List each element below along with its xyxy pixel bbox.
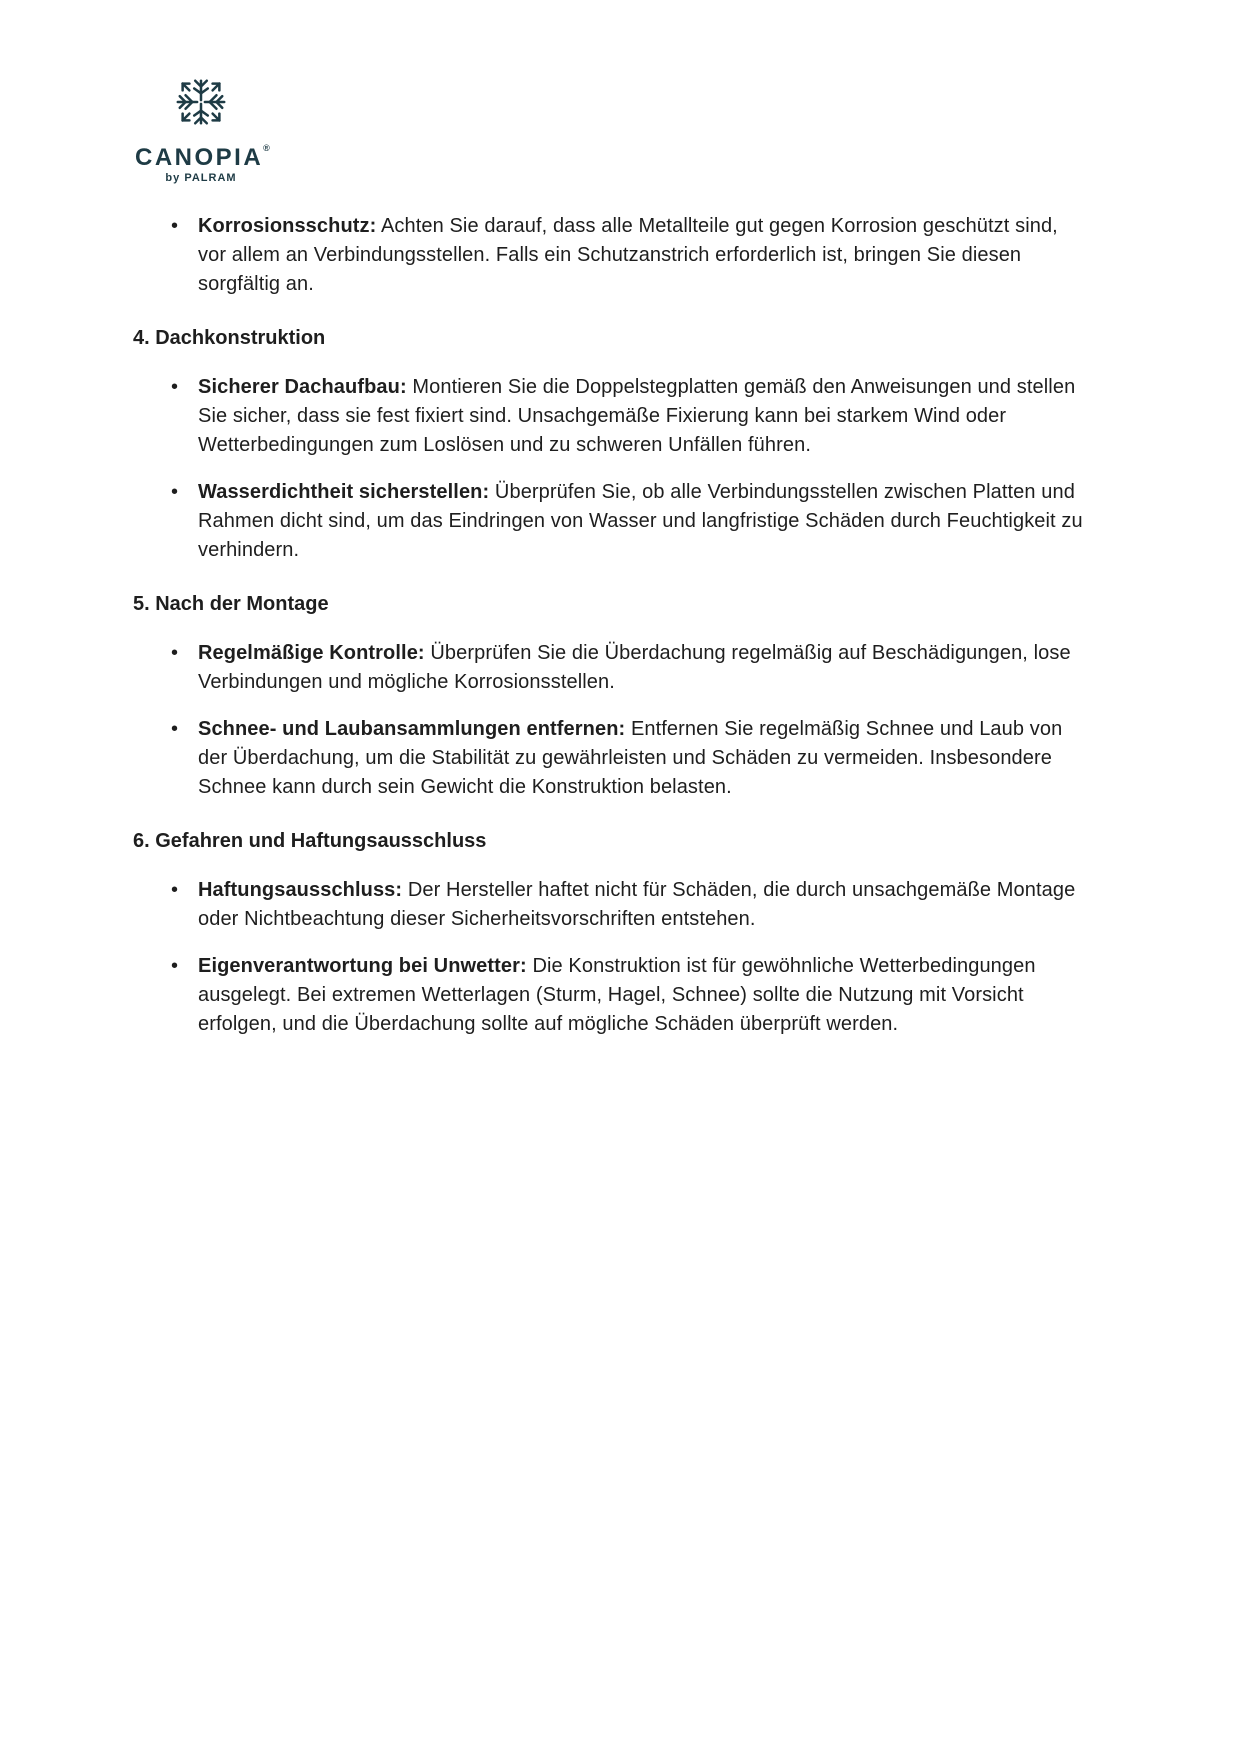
bullet-body: Die Konstruktion ist für gewöhnliche Wetterbedingungen ausgelegt. Bei extremen Wetterlagen (Sturm, Hagel, Schnee) sollte die Nutzung mit Vorsicht erfolgen, und die Überdachung sollte auf mögliche Schäden überprüft werden. — [198, 955, 1036, 1035]
bullet-text — [198, 876, 1085, 934]
brand-wordmark — [135, 135, 270, 171]
section-6-bullet-list — [133, 876, 1085, 1039]
bullet-text — [198, 952, 1085, 1039]
bullet-item-haftungsausschluss — [133, 876, 1085, 934]
bullet-label: Schnee- und Laubansammlungen entfernen: — [198, 718, 626, 740]
bullet-item-sicherer-dachaufbau — [133, 373, 1085, 460]
bullet-item-regelmaessige-kontrolle — [133, 639, 1085, 697]
bullet-label: Eigenverantwortung bei Unwetter: — [198, 955, 527, 977]
document-content — [133, 212, 1085, 1039]
section-4-bullet-list — [133, 373, 1085, 565]
bullet-text — [198, 373, 1085, 460]
bullet-body: Der Hersteller haftet nicht für Schäden, die durch unsachgemäße Montage oder Nichtbeachtung dieser Sicherheitsvorschriften entstehen. — [198, 879, 1076, 930]
intro-bullet-list — [133, 212, 1085, 299]
bullet-body: Montieren Sie die Doppelstegplatten gemäß den Anweisungen und stellen Sie sicher, dass sie fest fixiert sind. Unsachgemäße Fixierung kann bei starkem Wind oder Wetterbedingungen zum Loslösen und zu schweren Unfällen führen. — [198, 376, 1076, 456]
bullet-body: Entfernen Sie regelmäßig Schnee und Laub von der Überdachung, um die Stabilität zu gewährleisten und Schäden zu vermeiden. Insbesondere Schnee kann durch sein Gewicht die Konstruktion belasten. — [198, 718, 1063, 798]
bullet-text — [198, 478, 1085, 565]
bullet-label: Wasserdichtheit sicherstellen: — [198, 481, 490, 503]
bullet-body: Überprüfen Sie, ob alle Verbindungsstellen zwischen Platten und Rahmen dicht sind, um das Eindringen von Wasser und langfristige Schäden durch Feuchtigkeit zu verhindern. — [198, 481, 1083, 561]
canopia-tree-emblem-icon — [172, 73, 230, 131]
bullet-item-schnee-laub — [133, 715, 1085, 802]
brand-logo — [135, 0, 270, 184]
bullet-text — [198, 639, 1085, 697]
bullet-item-wasserdichtheit — [133, 478, 1085, 565]
section-title-gefahren-haftung: 6. Gefahren und Haftungsausschluss — [133, 830, 487, 852]
bullet-body: Achten Sie darauf, dass alle Metallteile gut gegen Korrosion geschützt sind, vor allem an Verbindungsstellen. Falls ein Schutzanstrich erforderlich ist, bringen Sie diesen sorgfältig an. — [198, 215, 1058, 295]
bullet-label: Korrosionsschutz: — [198, 215, 377, 237]
registered-mark: ® — [263, 143, 270, 153]
section-title-nach-der-montage: 5. Nach der Montage — [133, 593, 329, 615]
brand-name: CANOPIA — [135, 144, 264, 171]
bullet-label: Haftungsausschluss: — [198, 879, 403, 901]
brand-tagline: by PALRAM — [165, 172, 237, 184]
bullet-label: Sicherer Dachaufbau: — [198, 376, 407, 398]
section-title-dachkonstruktion: 4. Dachkonstruktion — [133, 327, 326, 349]
bullet-label: Regelmäßige Kontrolle: — [198, 642, 425, 664]
bullet-body: Überprüfen Sie die Überdachung regelmäßig auf Beschädigungen, lose Verbindungen und mögliche Korrosionsstellen. — [198, 642, 1071, 693]
bullet-text — [198, 715, 1085, 802]
section-5-bullet-list — [133, 639, 1085, 802]
bullet-item-eigenverantwortung — [133, 952, 1085, 1039]
bullet-text — [198, 212, 1085, 299]
bullet-item-korrosionsschutz — [133, 212, 1085, 299]
